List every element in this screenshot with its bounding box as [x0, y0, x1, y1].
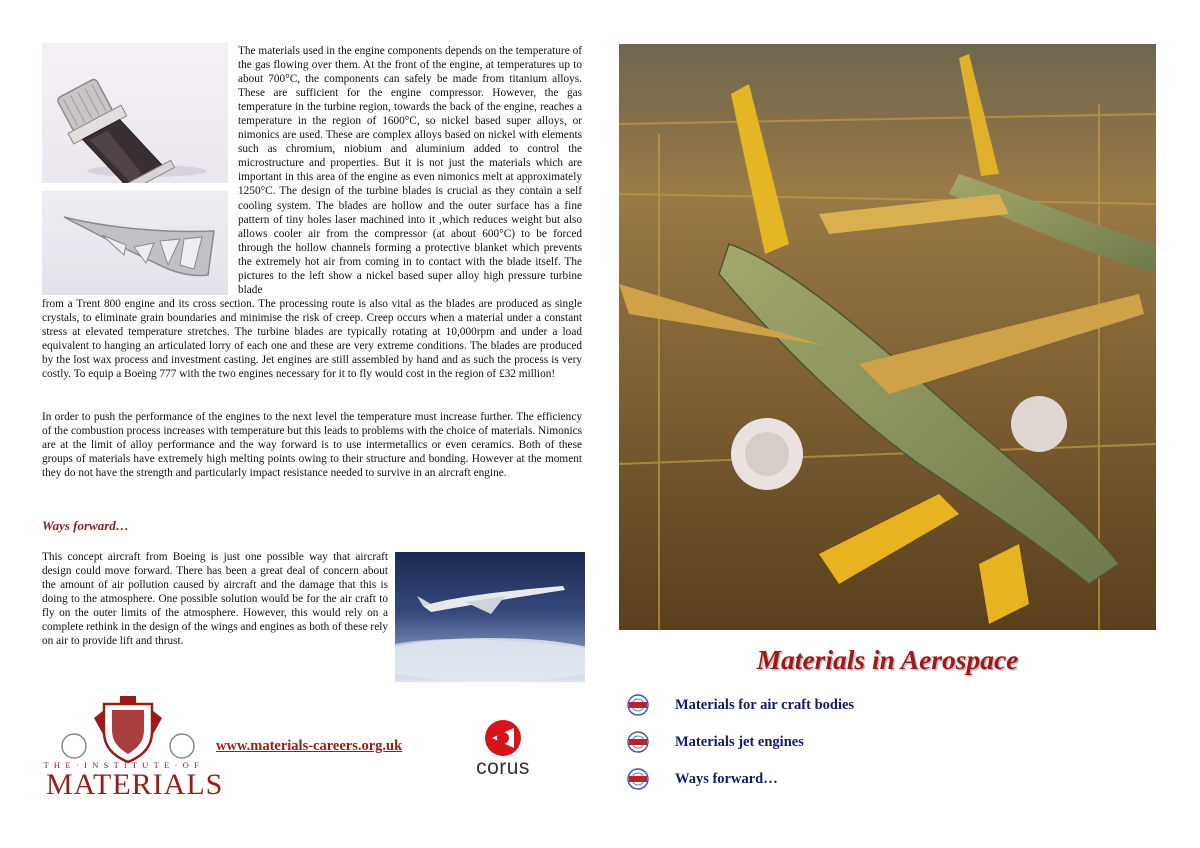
- aircraft-hangar-photo: [619, 44, 1156, 630]
- contents-item-jet-engines: [627, 729, 987, 755]
- contents-item-label: Ways forward…: [675, 770, 778, 787]
- website-link[interactable]: www.materials-careers.org.uk: [216, 738, 403, 754]
- corus-wordmark: corus: [476, 756, 530, 779]
- schools-affiliate-badge-icon: [627, 693, 649, 717]
- schools-affiliate-badge-icon: [627, 730, 649, 754]
- article-paragraph-intro: The materials used in the engine components depends on the temperature of the gas flowing over them. At the front of the engine, at temperatures up to about 700°C, the components can safely be made from titanium alloys. These are sufficient for the engine compressor. However, the gas temperature in the turbine region, towards the back of the engine, reaches a temperature in the region of 1600°C, so nickel based super alloys, or nimonics are used. These are complex alloys based on nickel with elements such as chromium, niobium and aluminium added to control the microstructure and properties. But it is not just the materials which are important in this area of the engine as even nimonics melt at approximately 1250°C. The design of the turbine blades is crucial as they contain a self cooling system. The blades are hollow and the outer surface has a fine pattern of tiny holes laser machined into it ,which reduces weight but also allows cooler air from the compressor (at about 600°C) to be forced through the hollow channels forming a protective blanket which prevents the extremely hot air from coming in to contact with the blade itself. The pictures to the left show a nickel based super alloy high pressure turbine blade: [238, 45, 582, 296]
- contents-item-ways-forward: [627, 766, 987, 792]
- brochure-title: Materials in Aerospace: [756, 644, 1019, 675]
- institute-name-line: T H E · I N S T I T U T E · O F: [43, 760, 201, 770]
- contents-item-label: Materials for air craft bodies: [675, 696, 855, 713]
- contents-item-aircraft-bodies: [627, 692, 987, 718]
- contents-item-label: Materials jet engines: [675, 733, 804, 750]
- article-paragraph-performance: In order to push the performance of the engines to the next level the temperature must increase further. The efficiency of the combustion process increases with temperature but this leads to problems with the choice of materials. Nimonics are at the limit of alloy performance and the way forward is to use intermetallics or even ceramics. Both of these groups of materials have extremely high melting points owing to their structure and bonding. However at the moment they do not have the strength and particularly impact resistance needed to survive in an aircraft engine.: [42, 411, 582, 480]
- institute-name-main: MATERIALS: [46, 768, 224, 801]
- article-paragraph-concept: This concept aircraft from Boeing is just one possible way that aircraft design could move forward. There has been a great deal of concern about the amount of air pollution caused by aircraft and the damage that this is doing to the atmosphere. One possible solution would be for the air craft to fly on the outer limits of the atmosphere. However, this would rely on a complete rethink in the design of the wings and engines as both of these rely on air to provide lift and thrust.: [42, 551, 388, 648]
- blade-cross-section-photo: [42, 191, 228, 295]
- ways-forward-heading: Ways forward…: [42, 518, 129, 533]
- article-paragraph-intro-cont: from a Trent 800 engine and its cross section. The processing route is also vital as the blades are produced as single crystals, to eliminate grain boundaries and minimise the risk of creep. Creep occurs when a material under a constant stress at elevated temperature stretches. The turbine blades are typically rotating at 10,000rpm and under a load equivalent to hanging an articulated lorry of each one and these are very extreme conditions. The blades are produced by the lost wax process and investment casting. Jet engines are still assembled by hand and as such the process is very costly. To equip a Boeing 777 with the two engines necessary for it to fly would cost in the region of £32 million!: [42, 298, 582, 381]
- concept-aircraft-photo: [395, 552, 585, 682]
- turbine-blade-photo: [42, 43, 228, 183]
- schools-affiliate-badge-icon: [627, 767, 649, 791]
